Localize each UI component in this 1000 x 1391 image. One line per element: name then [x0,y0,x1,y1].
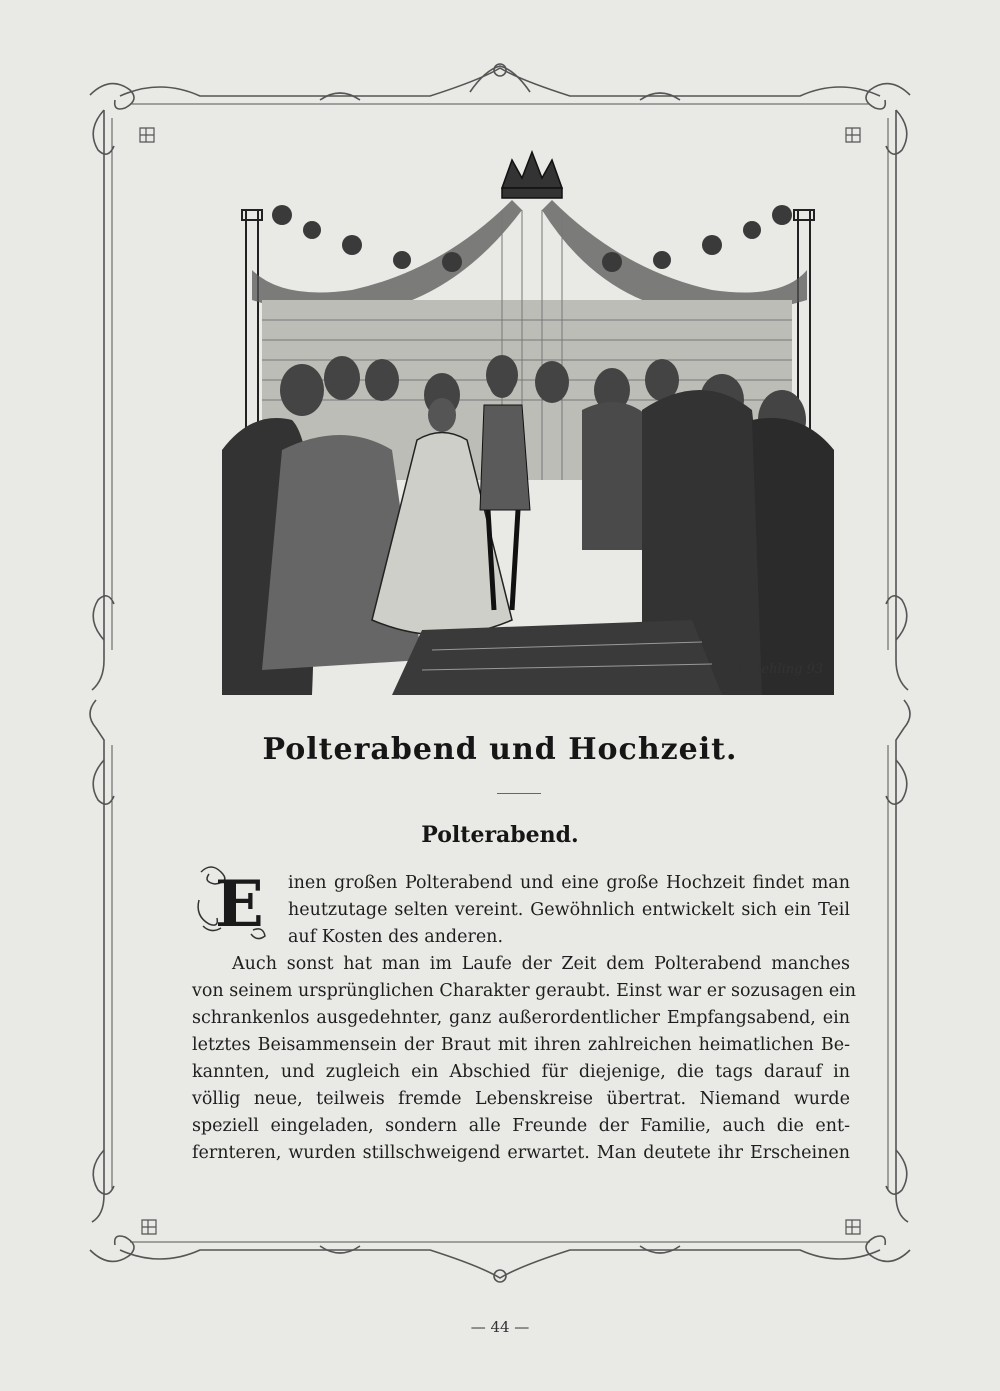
artist-signature: E.Rehling 93 [738,662,824,677]
text-line: speziell eingeladen, sondern alle Freunde der Familie, auch die ent- [192,1116,850,1136]
decorative-initial [193,860,273,940]
text-line: inen großen Polterabend und eine große Hochzeit findet man [288,873,850,893]
wedding-illustration [222,150,834,695]
text-line: kannten, und zugleich ein Abschied für diejenige, die tags darauf in [192,1062,850,1082]
text-line: heutzutage selten vereint. Gewöhnlich entwickelt sich ein Teil [288,900,850,920]
text-line: Auch sonst hat man im Laufe der Zeit dem Polterabend manches [232,954,850,974]
text-line: letztes Beisammensein der Braut mit ihren zahlreichen heimatlichen Be- [192,1035,850,1055]
text-line: von seinem ursprünglichen Charakter geraubt. Einst war er sozusagen ein [192,981,857,1001]
text-line: fernteren, wurden stillschweigend erwartet. Man deutete ihr Erscheinen [192,1143,850,1163]
page-number: — 44 — [470,1318,530,1336]
text-line: völlig neue, teilweis fremde Lebenskreise übertrat. Niemand wurde [192,1089,850,1109]
page-title: Polterabend und Hochzeit. [262,732,738,767]
title-divider [497,793,541,794]
initial-letter: E [215,867,264,940]
section-heading: Polterabend. [421,822,579,848]
text-line: auf Kosten des anderen. [288,927,504,947]
text-line: schrankenlos ausgedehnter, ganz außerordentlicher Empfangsabend, ein [192,1008,850,1028]
